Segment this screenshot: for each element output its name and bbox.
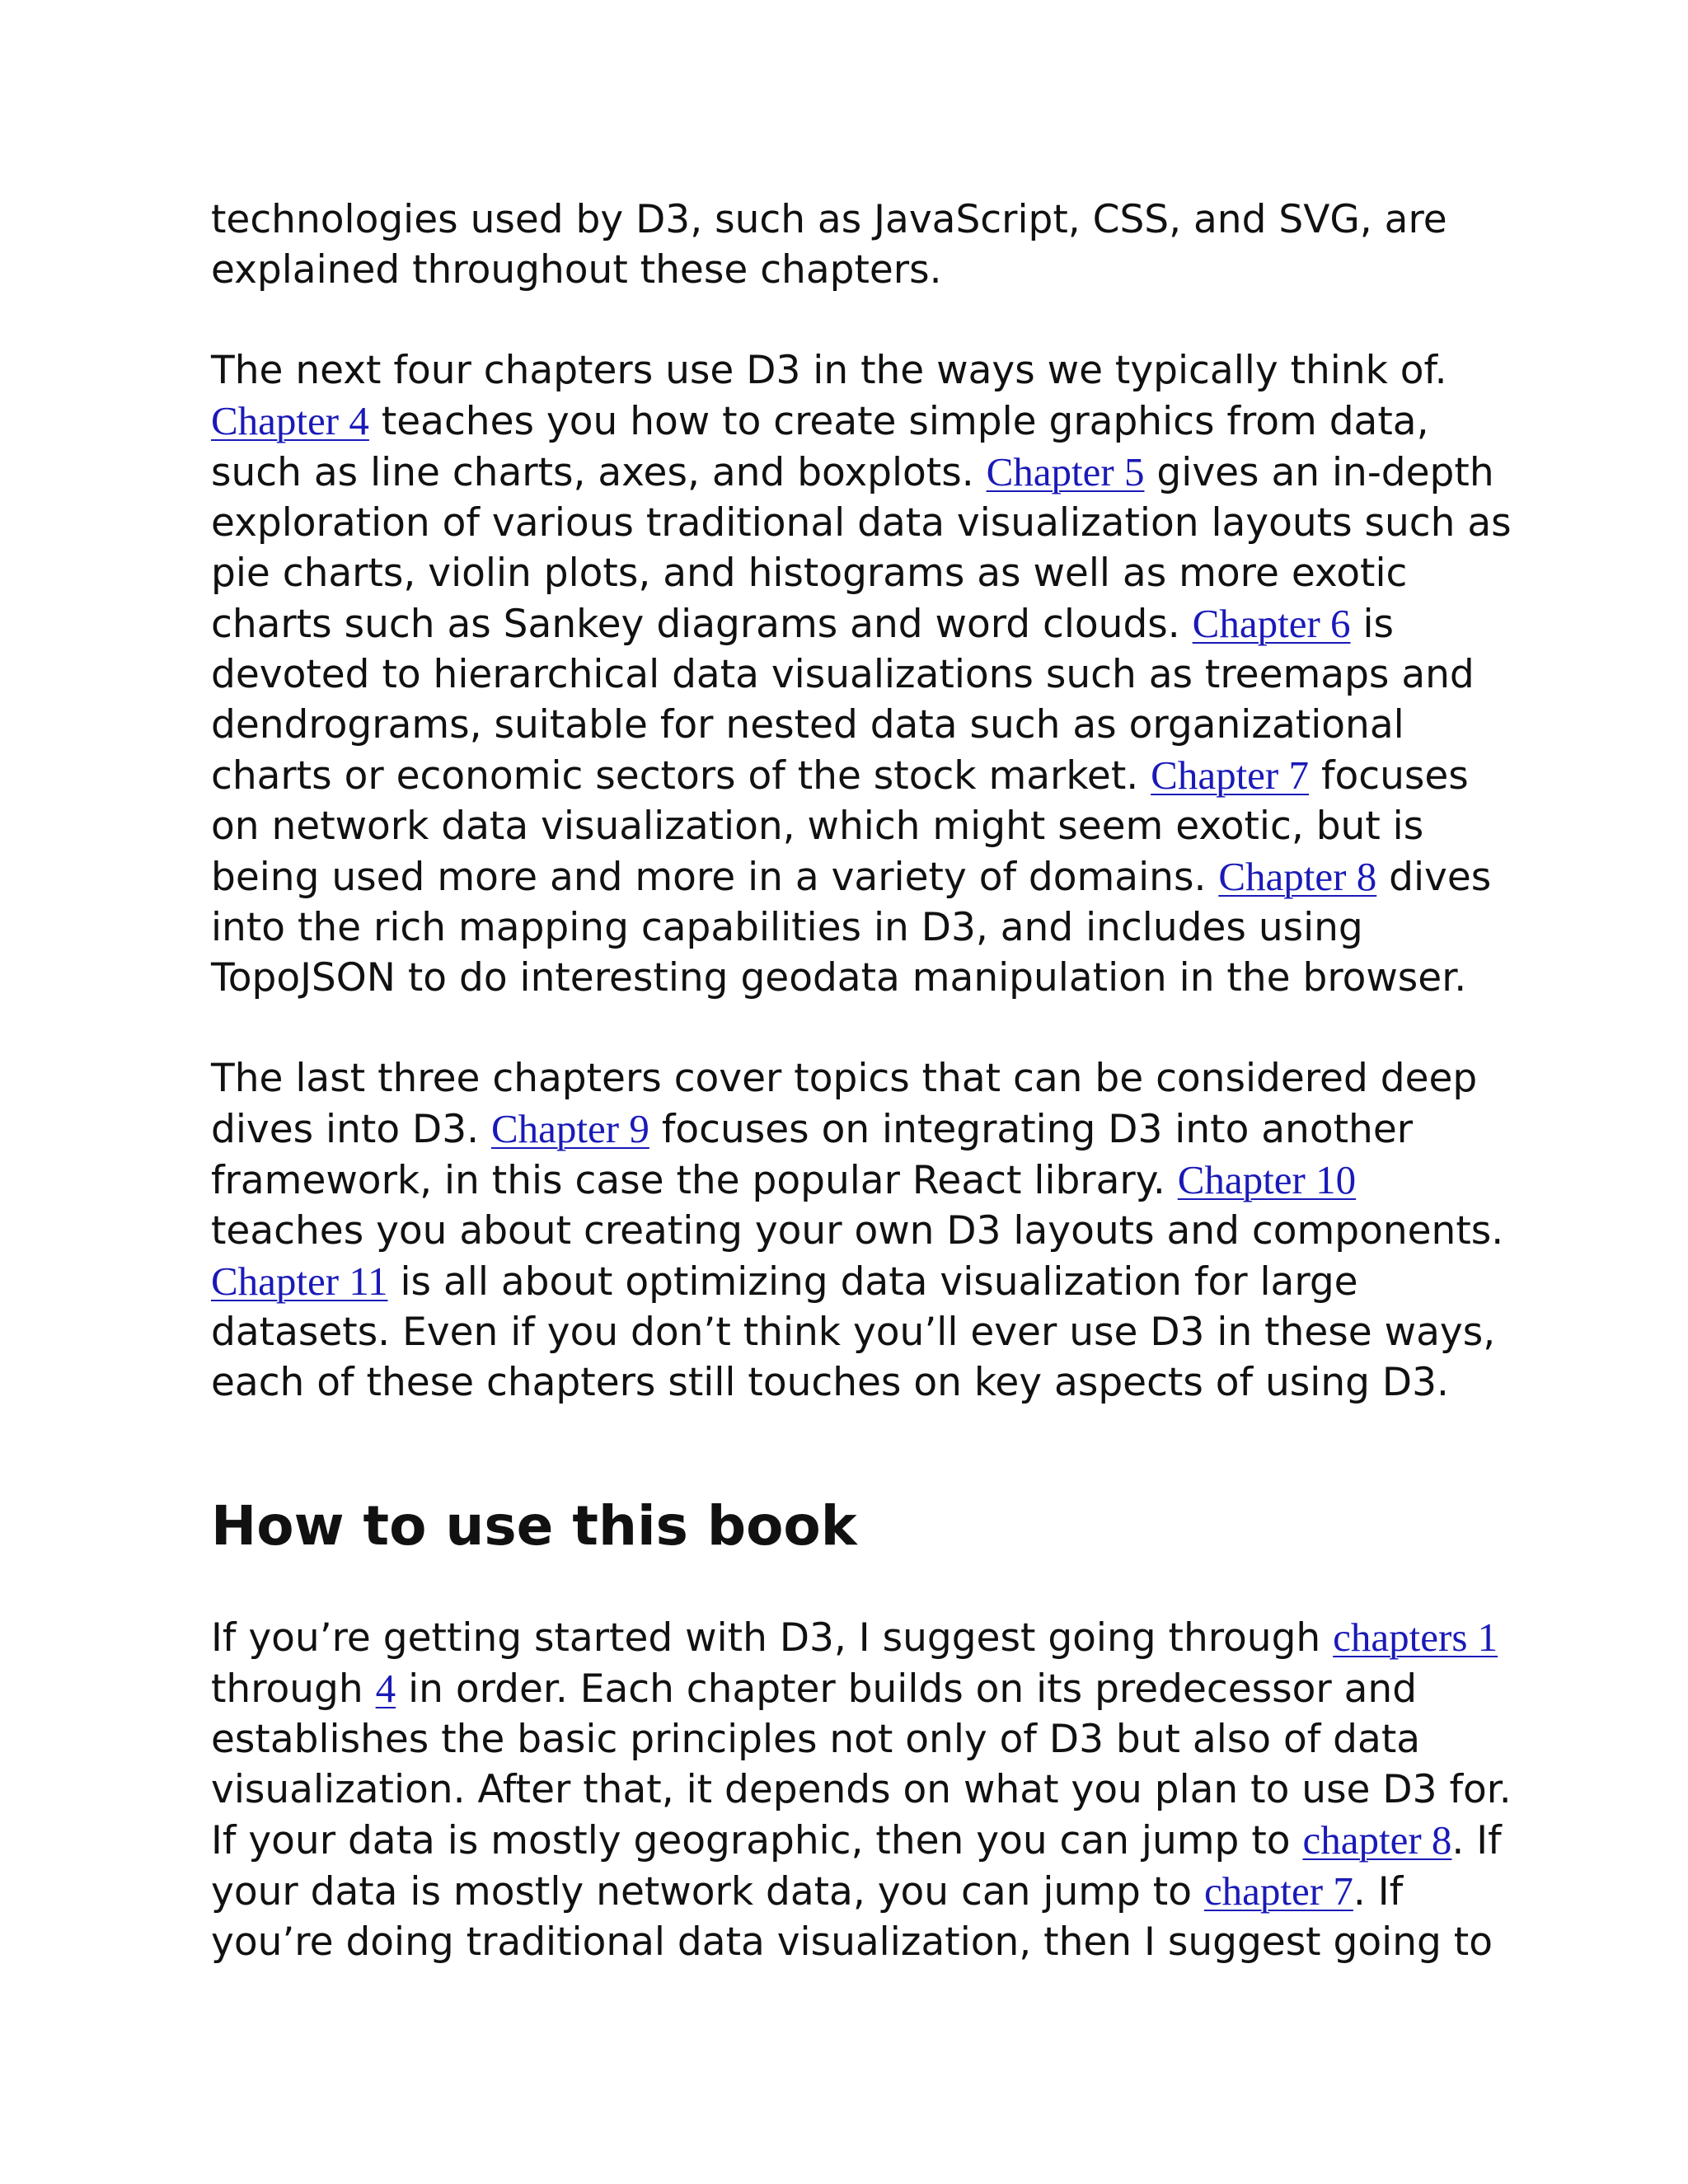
text-run: focuses on network data visualization, which might seem exotic, but is being used more and more in a variety of domains.: [211, 753, 1469, 900]
text-run: teaches you how to create simple graphics from data, such as line charts, axes, and boxplots.: [211, 399, 1429, 495]
text-run: The next four chapters use D3 in the ways we typically think of.: [211, 348, 1447, 393]
paragraph-how-to-use: [211, 1612, 1513, 1967]
text-run: dives into the rich mapping capabilities in D3, and includes using TopoJSON to do interesting geodata manipulation in the browser.: [211, 855, 1492, 1001]
page-content: [211, 194, 1513, 1967]
link-chapter-10[interactable]: Chapter 10: [1177, 1157, 1357, 1202]
link-chapter-7[interactable]: Chapter 7: [1151, 752, 1310, 798]
text-run: focuses on integrating D3 into another framework, in this case the popular React library.: [211, 1107, 1414, 1203]
link-chapters-1[interactable]: chapters 1: [1333, 1615, 1498, 1660]
text-run: gives an in-depth exploration of various traditional data visualization layouts such as pie charts, violin plots, and histograms as well as more exotic charts such as Sankey diagrams and word clouds.: [211, 450, 1512, 647]
paragraph-intro-continuation: [211, 194, 1513, 295]
link-chapter-9[interactable]: Chapter 9: [491, 1106, 649, 1151]
text-run: is devoted to hierarchical data visualizations such as treemaps and dendrograms, suitable for nested data such as organizational charts or economic sectors of the stock market.: [211, 602, 1475, 799]
text-run: technologies used by D3, such as JavaScript, CSS, and SVG, are explained throughout these chapters.: [211, 197, 1447, 293]
link-chapter-6[interactable]: Chapter 6: [1192, 601, 1351, 646]
section-heading: How to use this book: [211, 1494, 857, 1558]
paragraph-next-four-chapters: [211, 345, 1513, 1003]
text-run: is all about optimizing data visualization for large datasets. Even if you don’t think you’ll ever use D3 in these ways, each of these chapters still touches on key aspects of using D3.: [211, 1259, 1496, 1405]
text-run: The last three chapters cover topics that can be considered deep dives into D3.: [211, 1056, 1478, 1152]
link-chapter-11[interactable]: Chapter 11: [211, 1258, 388, 1304]
text-run: . If you’re doing traditional data visualization, then I suggest going to: [211, 1869, 1493, 1965]
text-run: teaches you about creating your own D3 layouts and components.: [211, 1208, 1504, 1254]
link-chapter-5[interactable]: Chapter 5: [986, 449, 1145, 494]
text-run: If you’re getting started with D3, I suggest going through: [211, 1615, 1334, 1661]
text-run: . If your data is mostly network data, you can jump to: [211, 1818, 1502, 1915]
link-chapter-7-network[interactable]: chapter 7: [1203, 1868, 1353, 1914]
link-chapter-8[interactable]: Chapter 8: [1218, 854, 1377, 899]
link-chapter-4[interactable]: Chapter 4: [211, 398, 369, 443]
link-chapter-4-through[interactable]: 4: [375, 1666, 396, 1711]
link-chapter-8-geographic[interactable]: chapter 8: [1302, 1817, 1452, 1863]
text-run: through: [211, 1666, 376, 1712]
paragraph-last-three-chapters: [211, 1053, 1513, 1408]
text-run: in order. Each chapter builds on its predecessor and establishes the basic principles not only of D3 but also of data visualization. After that, it depends on what you plan to use D3 for. If your data is mostly geographic, then you can jump to: [211, 1666, 1512, 1863]
